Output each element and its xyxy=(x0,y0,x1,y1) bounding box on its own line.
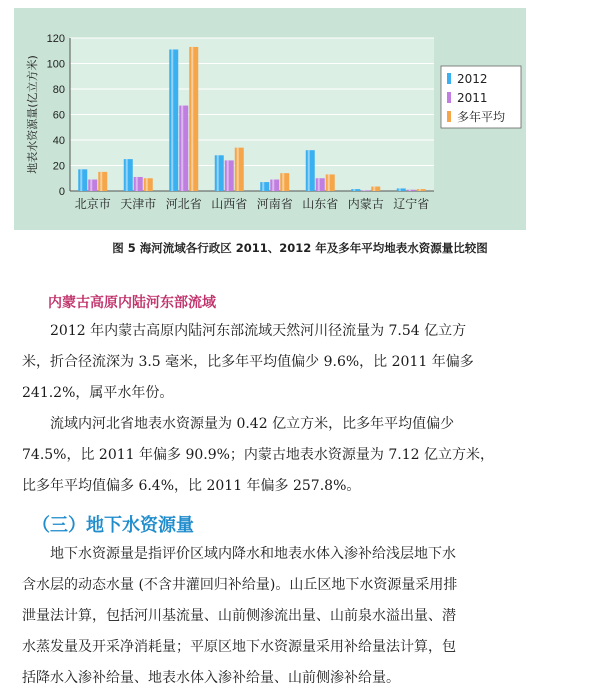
legend-swatch xyxy=(447,92,451,103)
y-tick-label: 100 xyxy=(46,58,65,71)
figure-caption: 图 5 海河流域各行政区 2011、2012 年及多年平均地表水资源量比较图 xyxy=(112,241,488,255)
bar xyxy=(225,160,234,191)
y-tick-label: 60 xyxy=(52,109,65,122)
x-tick-label: 河南省 xyxy=(256,197,293,211)
bar-highlight xyxy=(328,174,330,191)
bar xyxy=(78,169,87,191)
legend-swatch xyxy=(447,111,451,122)
bar-highlight xyxy=(262,182,264,191)
bar xyxy=(316,178,325,191)
paragraph-line: 括降水入渗补给量、地表水体入渗补给量、山前侧渗补给量。 xyxy=(22,670,400,686)
bar xyxy=(134,177,143,191)
x-tick-label: 山西省 xyxy=(211,197,248,211)
bar xyxy=(306,150,315,191)
legend-label: 多年平均 xyxy=(457,110,506,124)
bar xyxy=(326,174,335,191)
paragraph-line: 地下水资源量是指评价区域内降水和地表水体入渗补给浅层地下水 xyxy=(50,546,456,562)
bar-highlight xyxy=(80,169,82,191)
bar xyxy=(280,173,289,191)
x-tick-label: 河北省 xyxy=(165,197,202,211)
bar xyxy=(215,155,224,191)
paragraph-line: 74.5%，比 2011 年偏多 90.9%；内蒙古地表水资源量为 7.12 亿立方米， xyxy=(22,447,494,463)
bar-chart xyxy=(14,8,526,230)
paragraph-line: 241.2%，属平水年份。 xyxy=(22,385,174,401)
legend-swatch xyxy=(447,73,451,84)
y-tick-label: 80 xyxy=(52,84,65,96)
bar-highlight xyxy=(100,172,102,191)
bar-highlight xyxy=(363,190,365,191)
bar-highlight xyxy=(308,150,310,191)
bar-highlight xyxy=(191,47,193,191)
bar-highlight xyxy=(373,187,375,191)
section-heading: （三）地下水资源量 xyxy=(32,515,194,536)
y-axis-title: 地表水资源量(亿立方米) xyxy=(26,55,39,174)
bar xyxy=(260,182,269,191)
paragraph-1 xyxy=(22,316,522,409)
bar-highlight xyxy=(399,188,401,191)
bar-highlight xyxy=(272,180,274,191)
x-tick-label: 山东省 xyxy=(302,197,339,211)
subsection-heading: 内蒙古高原内陆河东部流域 xyxy=(48,295,216,311)
paragraph-line: 米，折合径流深为 3.5 毫米，比多年平均值偏少 9.6%，比 2011 年偏多 xyxy=(22,354,474,370)
bar-highlight xyxy=(237,148,239,191)
bar-highlight xyxy=(181,106,183,191)
bar xyxy=(397,188,406,191)
x-tick-label: 内蒙古 xyxy=(347,197,384,211)
bar-highlight xyxy=(217,155,219,191)
paragraph-3 xyxy=(22,539,522,694)
bar xyxy=(98,172,107,191)
paragraph-line: 泄量法计算，包括河川基流量、山前侧渗流出量、山前泉水溢出量、潜 xyxy=(22,608,456,624)
y-tick-label: 120 xyxy=(46,33,65,45)
bar-highlight xyxy=(146,178,148,191)
paragraph-line: 含水层的动态水量 (不含井灌回归补给量)。山丘区地下水资源量采用排 xyxy=(22,577,458,593)
bar-highlight xyxy=(227,160,229,191)
bar-highlight xyxy=(126,159,128,191)
bar xyxy=(417,189,426,191)
bar xyxy=(371,187,380,191)
bar xyxy=(88,180,97,191)
bar-highlight xyxy=(409,190,411,191)
bar-highlight xyxy=(136,177,138,191)
x-tick-label: 辽宁省 xyxy=(393,197,430,211)
bar-highlight xyxy=(282,173,284,191)
bar-highlight xyxy=(353,189,355,191)
paragraph-line: 流域内河北省地表水资源量为 0.42 亿立方米，比多年平均值偏少 xyxy=(50,416,455,432)
paragraph-line: 2012 年内蒙古高原内陆河东部流域天然河川径流量为 7.54 亿立方 xyxy=(50,323,467,339)
y-tick-label: 20 xyxy=(52,160,65,173)
bar xyxy=(144,178,153,191)
x-tick-label: 天津市 xyxy=(120,197,157,211)
bar xyxy=(235,148,244,191)
paragraph-line: 水蒸发量及开采净消耗量；平原区地下水资源量采用补给量法计算，包 xyxy=(22,639,456,655)
bar xyxy=(169,49,178,191)
bar xyxy=(189,47,198,191)
y-tick-label: 40 xyxy=(52,135,65,147)
bar xyxy=(361,190,370,191)
bar-highlight xyxy=(419,189,421,191)
bar-highlight xyxy=(318,178,320,191)
bar xyxy=(351,189,360,191)
paragraph-2 xyxy=(22,409,522,502)
x-tick-label: 北京市 xyxy=(74,197,111,211)
bar-highlight xyxy=(171,49,173,191)
y-tick-label: 0 xyxy=(58,186,65,198)
bar xyxy=(270,180,279,191)
legend-label: 2011 xyxy=(457,91,488,105)
paragraph-line: 比多年平均值偏多 6.4%，比 2011 年偏多 257.8%。 xyxy=(22,478,361,494)
bar xyxy=(407,190,416,191)
bar xyxy=(124,159,133,191)
bar-highlight xyxy=(90,180,92,191)
chart-canvas xyxy=(14,8,526,230)
bar xyxy=(179,106,188,191)
legend-label: 2012 xyxy=(457,72,488,86)
